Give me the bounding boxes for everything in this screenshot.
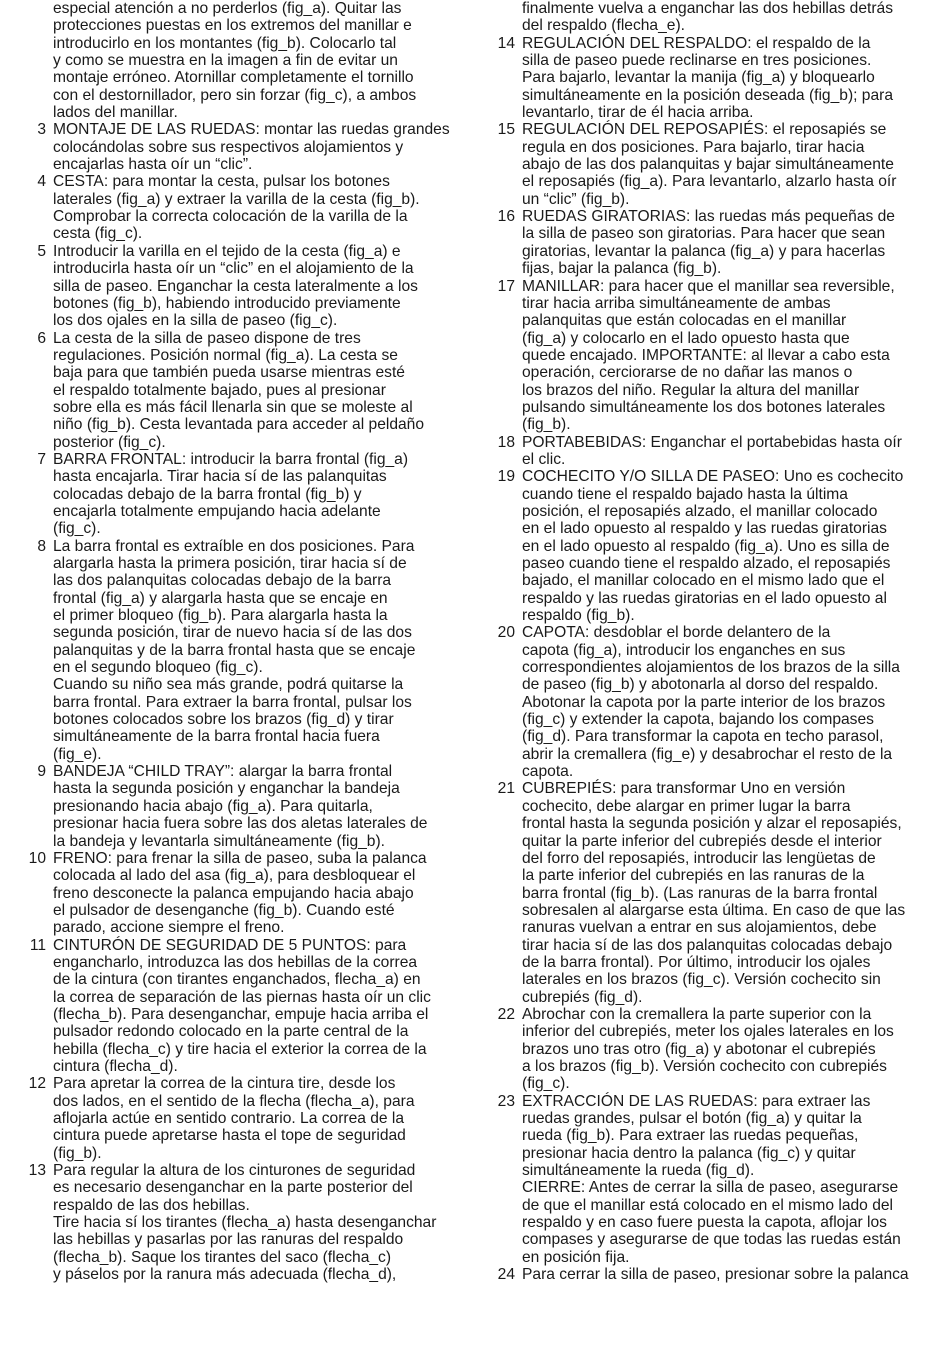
step-number: 22 — [497, 1005, 515, 1023]
step-text: Para regular la altura de los cinturones de seguridad es necesario desenganchar en la parte posterior del respaldo de las dos hebillas. Tire hacia sí los tirantes (flecha_a) hasta desenganchar las hebillas y pasarlas por las ranuras del respaldo (flecha_b). Saque los tirantes del saco (flecha_c) y páselos por la ranura más adecuada (flecha_d), — [53, 1162, 437, 1284]
left-column — [24, 0, 462, 1283]
step-number: 6 — [37, 329, 46, 347]
step-number: 11 — [29, 936, 46, 954]
step-text: Abrochar con la cremallera la parte superior con la inferior del cubrepiés, meter los ojales laterales en los brazos uno tras otro (fig_a) y abotonar el cubrepiés a los brazos (fig_b). Versión cochecito con cubrepiés (fig_c). — [522, 1005, 894, 1093]
step-number: 18 — [497, 433, 515, 451]
instruction-paragraph — [493, 208, 933, 277]
instruction-paragraph — [24, 1075, 462, 1162]
instruction-paragraph — [24, 538, 462, 763]
step-text: BANDEJA “CHILD TRAY”: alargar la barra frontal hasta la segunda posición y enganchar la bandeja presionando hacia abajo (fig_a). Para quitarla, presionar hacia fuera sobre las dos aletas laterales de la bandeja y levantarla simultáneamente (fig_b). — [53, 763, 428, 850]
step-text: PORTABEBIDAS: Enganchar el portabebidas hasta oír el clic. — [522, 433, 902, 468]
step-number: 21 — [497, 780, 515, 798]
instruction-paragraph — [24, 121, 462, 173]
instruction-paragraph — [24, 173, 462, 242]
step-text: Para apretar la correa de la cintura tire, desde los dos lados, en el sentido de la flecha (flecha_a), para aflojarla actúe en sentido contrario. La correa de la cintura puede apretarse hasta el tope de seguridad (fig_b). — [53, 1075, 415, 1162]
instruction-paragraph — [493, 434, 933, 469]
instruction-paragraph — [493, 780, 933, 1005]
instruction-paragraph — [493, 0, 933, 35]
step-text: REGULACIÓN DEL REPOSAPIÉS: el reposapiés se regula en dos posiciones. Para bajarlo, tirar hacia abajo de las dos palanquitas y bajar simultáneamente el reposapiés (fig_a). Para levantarlo, alzarlo hasta oír un “clic” (fig_b). — [522, 121, 897, 208]
step-text: EXTRACCIÓN DE LAS RUEDAS: para extraer las ruedas grandes, pulsar el botón (fig_a) y quitar la rueda (fig_b). Para extraer las ruedas pequeñas, presionar hacia dentro la palanca (fig_c) y quitar simultáneamente la rueda (fig_d). CIERRE: Antes de cerrar la silla de paseo, asegurarse de que el manillar está colocado en el mismo lado del respaldo y en caso fuere puesta la capota, aflojar los compases y asegurarse de que todas las ruedas están en posición fija. — [522, 1092, 901, 1266]
step-text: La cesta de la silla de paseo dispone de tres regulaciones. Posición normal (fig_a). La cesta se baja para que también pueda usarse mientras esté el respaldo totalmente bajado, pues al presionar sobre ella es más fácil llenarla sin que se moleste al niño (fig_b). Cesta levantada para acceder al peldaño posterior (fig_c). — [53, 329, 425, 451]
step-number: 9 — [37, 763, 46, 781]
right-column — [493, 0, 933, 1283]
instruction-paragraph — [24, 330, 462, 451]
step-number: 3 — [37, 121, 46, 139]
step-number: 15 — [497, 121, 515, 139]
step-number: 14 — [497, 34, 515, 52]
step-text: RUEDAS GIRATORIAS: las ruedas más pequeñas de la silla de paseo son giratorias. Para hacer que sean giratorias, levantar la palanca (fig_a) y para hacerlas fijas, bajar la palanca (fig_b). — [522, 208, 895, 278]
step-number: 5 — [37, 242, 46, 260]
step-text: CUBREPIÉS: para transformar Uno en versión cochecito, debe alargar en primer lugar la barra frontal hasta la segunda posición y alzar el reposapiés, quitar la parte inferior del cubrepiés desde el interior del forro del reposapiés, introducir las lengüetas de la parte inferior del cubrepiés en las ranuras de la barra frontal (fig_b). (Las ranuras de la barra frontal sobresalen al alargarse esta última. En caso de que las ranuras vuelvan a entrar en sus alojamientos, debe tirar hacia sí de las dos palanquitas colocadas debajo de la barra frontal). Por último, introducir los ojales laterales en los brazos (fig_c). Versión cochecito sin cubrepiés (fig_d). — [522, 780, 906, 1006]
step-number: 4 — [37, 173, 46, 191]
instruction-paragraph — [493, 35, 933, 122]
step-text: BARRA FRONTAL: introducir la barra frontal (fig_a) hasta encajarla. Tirar hacia sí de las palanquitas colocadas debajo de la barra frontal (fig_b) y encajarla totalmente empujando hacia adelante (fig_c). — [53, 450, 409, 538]
step-number: 8 — [37, 537, 46, 555]
instruction-paragraph — [493, 1093, 933, 1266]
step-text: MANILLAR: para hacer que el manillar sea reversible, tirar hacia arriba simultáneamente de ambas palanquitas que están colocadas en el manillar (fig_a) y colocarlo en el lado opuesto hasta que quede encajado. IMPORTANTE: al llevar a cabo esta operación, cerciorarse de no dañar las manos o los brazos del niño. Regular la altura del manillar pulsando simultáneamente los dos botones laterales (fig_b). — [522, 277, 895, 434]
step-text: REGULACIÓN DEL RESPALDO: el respaldo de la silla de paseo puede reclinarse en tres posiciones. Para bajarlo, levantar la manija (fig_a) y bloquearlo simultáneamente en la posición deseada (fig_b); para levantarlo, tirar de él hacia arriba. — [522, 34, 894, 122]
instruction-paragraph — [493, 1006, 933, 1093]
step-number: 17 — [497, 277, 515, 295]
step-number: 24 — [497, 1266, 515, 1284]
step-number: 10 — [28, 849, 46, 867]
step-text: La barra frontal es extraíble en dos posiciones. Para alargarla hasta la primera posición, tirar hacia sí de las dos palanquitas colocadas debajo de la barra frontal (fig_a) y alargarla hasta que se encaje en el primer bloqueo (fig_b). Para alargarla hasta la segunda posición, tirar de nuevo hacia sí de las dos palanquitas y de la barra frontal hasta que se encaje en el segundo bloqueo (fig_c). Cuando su niño sea más grande, podrá quitarse la barra frontal. Para extraer la barra frontal, pulsar los botones colocados sobre los brazos (fig_d) y tirar simultáneamente de la barra frontal hacia fuera (fig_e). — [53, 537, 416, 763]
step-text: MONTAJE DE LAS RUEDAS: montar las ruedas grandes colocándolas sobre sus respectivos alojamientos y encajarlas hasta oír un “clic”. — [53, 121, 450, 174]
step-text: Para cerrar la silla de paseo, presionar sobre la palanca — [522, 1266, 909, 1284]
instruction-paragraph — [24, 937, 462, 1076]
step-text: especial atención a no perderlos (fig_a). Quitar las protecciones puestas en los extremos del manillar e introducirlo en los montantes (fig_b). Colocarlo tal y como se muestra en la imagen a fin de evitar un montaje erróneo. Atornillar completamente el tornillo con el destornillador, pero sin forzar (fig_c), a ambos lados del manillar. — [53, 0, 417, 122]
step-number: 20 — [497, 624, 515, 642]
step-text: CESTA: para montar la cesta, pulsar los botones laterales (fig_a) y extraer la varilla de la cesta (fig_b). Comprobar la correcta colocación de la varilla de la cesta (fig_c). — [53, 173, 420, 243]
instruction-paragraph — [24, 0, 462, 121]
step-text: CAPOTA: desdoblar el borde delantero de la capota (fig_a), introducir los enganches en sus correspondientes alojamientos de los brazos de la silla de paseo (fig_b) y abotonarla al dorso del respaldo. Abotonar la capota por la parte interior de los brazos (fig_c) y extender la capota, bajando los compases (fig_d). Para transformar la capota en techo parasol, abrir la cremallera (fig_e) y desabrochar el resto de la capota. — [522, 624, 900, 781]
instruction-paragraph — [24, 451, 462, 538]
step-number: 19 — [497, 468, 515, 486]
step-number: 23 — [497, 1092, 515, 1110]
step-text: FRENO: para frenar la silla de paseo, suba la palanca colocada al lado del asa (fig_a), para desbloquear el freno desconecte la palanca empujando hacia abajo el pulsador de desenganche (fig_b). Cuando esté parado, accione siempre el freno. — [53, 849, 427, 937]
instruction-paragraph — [493, 1266, 933, 1283]
instruction-paragraph — [24, 243, 462, 330]
step-number: 16 — [497, 208, 515, 226]
instruction-paragraph — [493, 278, 933, 434]
step-text: finalmente vuelva a enganchar las dos hebillas detrás del respaldo (flecha_e). — [522, 0, 894, 35]
step-text: CINTURÓN DE SEGURIDAD DE 5 PUNTOS: para engancharlo, introduzca las dos hebillas de la correa de la cintura (con tirantes enganchados, flecha_a) en la correa de separación de las piernas hasta oír un clic (flecha_b). Para desenganchar, empuje hacia arriba el pulsador redondo colocado en la parte central de la hebilla (flecha_c) y tire hacia el exterior la correa de la cintura (flecha_d). — [53, 936, 431, 1075]
instruction-paragraph — [493, 121, 933, 208]
step-text: COCHECITO Y/O SILLA DE PASEO: Uno es cochecito cuando tiene el respaldo bajado hasta la última posición, el reposapiés alzado, el manillar colocado en el lado opuesto al respaldo y las ruedas giratorias en el lado opuesto al respaldo (fig_a). Uno es silla de paseo cuando tiene el respaldo alzado, el reposapiés bajado, el manillar colocado en el mismo lado que el respaldo y las ruedas giratorias en el lado opuesto al respaldo (fig_b). — [522, 468, 904, 625]
instruction-paragraph — [24, 1162, 462, 1283]
instruction-paragraph — [24, 763, 462, 850]
step-number: 12 — [28, 1075, 46, 1093]
instruction-paragraph — [493, 624, 933, 780]
step-text: Introducir la varilla en el tejido de la cesta (fig_a) e introducirla hasta oír un “clic” en el alojamiento de la silla de paseo. Enganchar la cesta lateralmente a los botones (fig_b), habiendo introducido previamente los dos ojales en la silla de paseo (fig_c). — [53, 242, 418, 330]
instruction-paragraph — [24, 850, 462, 937]
step-number: 13 — [28, 1162, 46, 1180]
step-number: 7 — [37, 450, 46, 468]
instruction-paragraph — [493, 468, 933, 624]
